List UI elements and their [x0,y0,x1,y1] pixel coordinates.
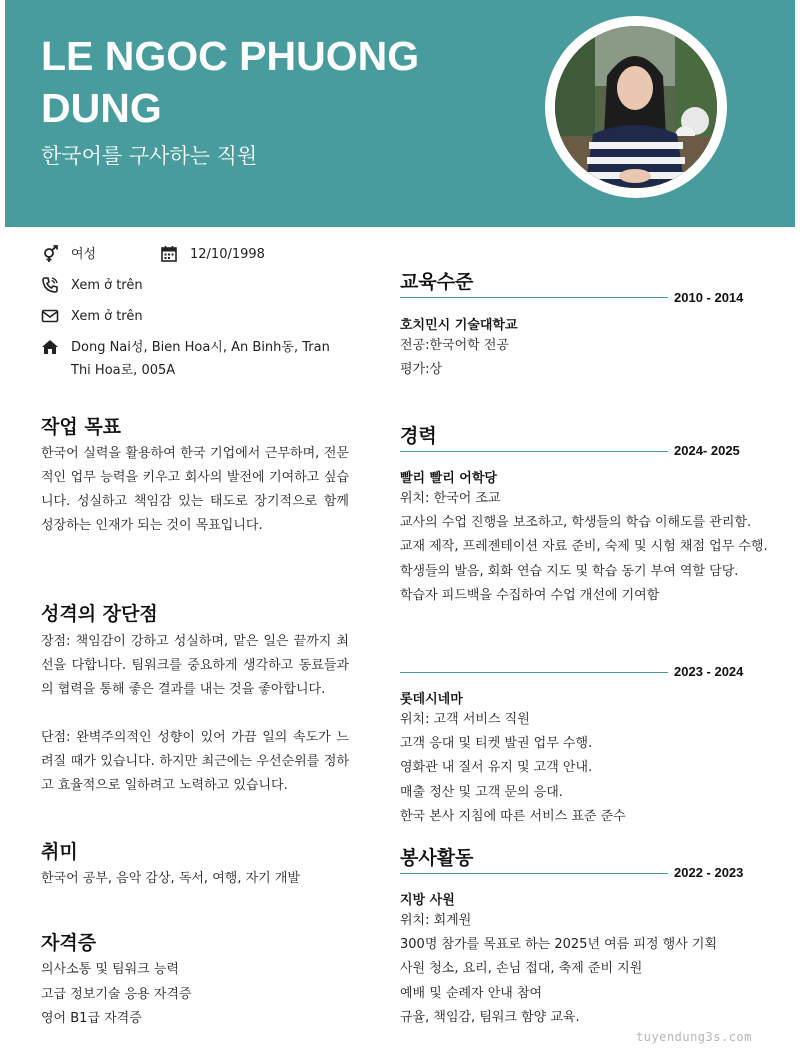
job-date: 2023 - 2024 [674,664,744,679]
gender-row [41,243,96,266]
list-item: 위치: 고객 서비스 직원 [400,712,530,727]
gender-icon [41,245,59,263]
list-item: 매출 정산 및 고객 문의 응대. [400,784,563,800]
objective-text: 한국어 실력을 활용하여 한국 기업에서 근무하며, 전문적인 업무 능력을 키우고 회사의 발전에 기여하고 싶습니다. 성실하고 책임감 있는 태도로 장기적으로 함께 성장하는 인재가 되는 것이 목표입니다. [41,446,349,533]
list-item: 예배 및 순례자 안내 참여 [400,985,543,1001]
list-item: 영어 B1급 자격증 [41,1011,142,1026]
education-title: 교육수준 [400,271,474,293]
volunteer-date: 2022 - 2023 [674,865,744,880]
list-item: 교사의 수업 진행을 보조하고, 학생들의 학습 이해도를 관리함. [400,515,752,531]
calendar-icon [160,245,178,263]
candidate-name: LE NGOC PHUONG DUNG [41,33,420,131]
list-item: 위치: 회계원 [400,913,472,928]
profile-photo-image [555,26,717,188]
mail-icon [41,307,59,325]
job-details [400,708,768,829]
education-school: 호치민시 기술대학교 [400,318,518,333]
hobbies-title: 취미 [41,841,78,863]
home-icon [41,338,59,356]
certificates-title: 자격증 [41,932,97,954]
volunteer-org: 지방 사원 [400,893,455,908]
gender-value: 여성 [71,247,97,262]
section-divider [400,451,668,452]
profile-photo [545,16,727,198]
address-value: Dong Nai성, Bien Hoa시, An Binh동, Tran Thi Hoa로, 005A [71,340,330,378]
education-details [400,334,768,382]
list-item: 의사소통 및 팀워크 능력 [41,962,179,977]
personality-title: 성격의 장단점 [41,603,158,625]
volunteer-details [400,909,768,1030]
experience-title: 경력 [400,425,437,447]
section-divider [400,297,668,298]
list-item: 사원 청소, 요리, 손님 접대, 축제 준비 지원 [400,961,643,977]
phone-row [41,274,143,297]
job-company: 롯데시네마 [400,692,463,707]
list-item: 학습자 피드백을 수집하여 수업 개선에 기여함 [400,587,660,603]
volunteer-title: 봉사활동 [400,847,474,869]
job-details [400,487,768,608]
list-item: 고급 정보기술 응용 자격증 [41,986,192,1002]
objective-title: 작업 목표 [41,416,122,438]
phone-icon [41,276,59,294]
list-item: 교재 제작, 프레젠테이션 자료 준비, 숙제 및 시험 채점 업무 수행. [400,539,768,555]
list-item: 고객 응대 및 티켓 발권 업무 수행. [400,736,593,752]
list-item: 규율, 책임감, 팀워크 함양 교육. [400,1009,580,1025]
education-date: 2010 - 2014 [674,290,744,305]
header-banner [5,0,795,227]
list-item: 평가:상 [400,362,443,378]
list-item: 전공:한국어학 전공 [400,338,509,353]
birthdate-value: 12/10/1998 [190,247,265,262]
phone-value: Xem ở trên [71,278,143,293]
email-row [41,305,143,328]
job-title: 한국어를 구사하는 직원 [41,144,258,168]
section-divider [400,873,668,874]
list-item: 위치: 한국어 조교 [400,491,501,506]
birthdate-row [160,243,265,266]
hobbies-text: 한국어 공부, 음악 감상, 독서, 여행, 자기 개발 [41,871,300,886]
personality-weaknesses: 단점: 완벽주의적인 성향이 있어 가끔 일의 속도가 느려질 때가 있습니다. 하지만 최근에는 우선순위를 정하고 효율적으로 일하려고 노력하고 있습니다. [41,730,349,793]
watermark: tuyendung3s.com [636,1030,752,1044]
email-value: Xem ở trên [71,309,143,324]
list-item: 한국 본사 지침에 따른 서비스 표준 준수 [400,808,626,824]
list-item: 학생들의 발음, 회화 연습 지도 및 학습 동기 부여 역할 담당. [400,563,739,579]
personality-strengths: 장점: 책임감이 강하고 성실하며, 맡은 일은 끝까지 최선을 다합니다. 팀워크를 중요하게 생각하고 동료들과의 협력을 통해 좋은 결과를 내는 것을 좋아합니다. [41,634,349,697]
list-item: 300명 참가를 목표로 하는 2025년 여름 피정 행사 기획 [400,937,717,953]
address-row [41,336,351,382]
section-divider [400,672,668,673]
job-date: 2024- 2025 [674,443,740,458]
job-company: 빨리 빨리 어학당 [400,471,497,486]
certificates-list [41,958,349,1032]
list-item: 영화관 내 질서 유지 및 고객 안내. [400,760,593,776]
